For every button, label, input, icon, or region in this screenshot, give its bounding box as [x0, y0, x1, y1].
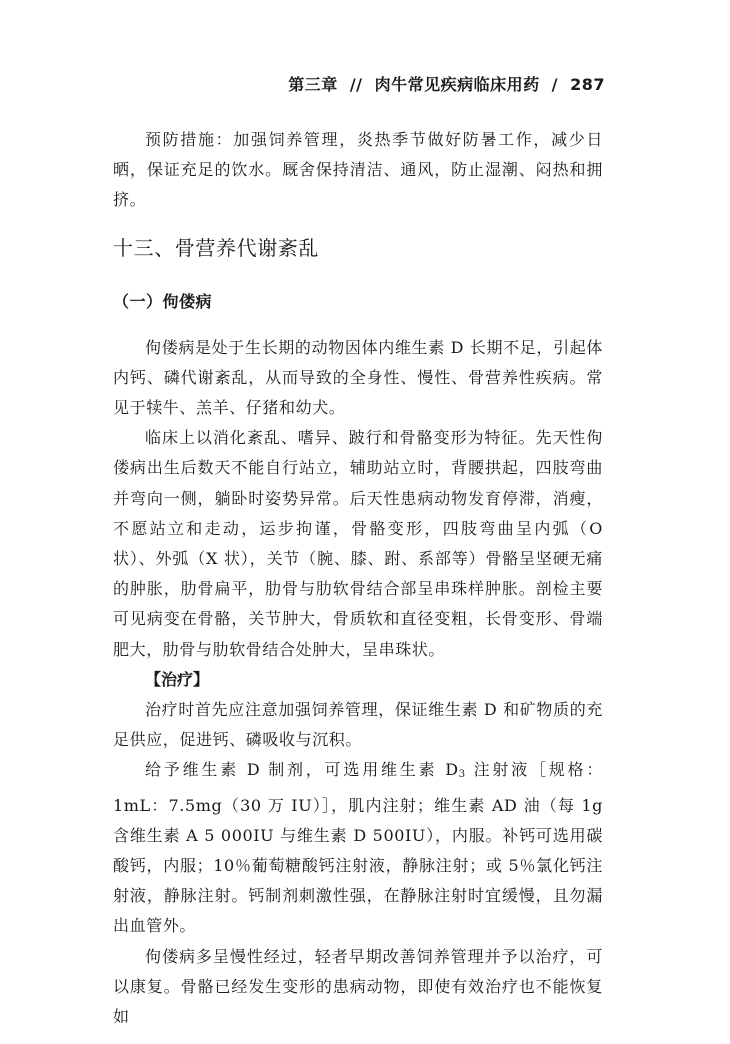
treatment-label: 【治疗】 — [145, 669, 210, 689]
vitamin-d3-subscript: 3 — [458, 769, 466, 781]
header-separator-double-slash: // — [349, 75, 363, 94]
drug-regimen-text-rest: 注射液［规格：1mL：7.5mg（30 万 IU）］，肌内注射；维生素 AD 油（每 1g 含维生素 A 5 000IU 与维生素 D 500IU），内服。补钙可选用碳酸钙，内服；10％葡萄糖酸钙注射液，静脉注射；或 5％氯化钙注射液，静脉注射。钙制剂刺激性强，在静脉注射时宜缓慢，且勿漏出血管外。 — [113, 760, 603, 936]
prognosis-paragraph: 佝偻病多呈慢性经过，轻者早期改善饲养管理并予以治疗，可以康复。骨骼已经发生变形的患病动物，即使有效治疗也不能恢复如 — [113, 946, 603, 1027]
clinical-signs-paragraph: 临床上以消化紊乱、嗜异、跛行和骨骼变形为特征。先天性佝偻病出生后数天不能自行站立，辅助站立时，背腰拱起，四肢弯曲并弯向一侧，躺卧时姿势异常。后天性患病动物发育停滞，消瘦，不愿站立和走动，运步拘谨，骨骼变形，四肢弯曲呈内弧（O 状）、外弧（X 状），关节（腕、膝、跗、系部等）骨骼呈坚硬无痛的肿胀，肋骨扁平，肋骨与肋软骨结合部呈串珠样肿胀。剖检主要可见病变在骨骼，关节肿大，骨质软和直径变粗，长骨变形、骨端肥大，肋骨与肋软骨结合处肿大，呈串珠状。 — [113, 428, 603, 659]
chapter-title: 肉牛常见疾病临床用药 — [374, 75, 540, 94]
treatment-intro-paragraph: 治疗时首先应注意加强饲养管理，保证维生素 D 和矿物质的充足供应，促进钙、磷吸收与沉积。 — [113, 700, 603, 750]
running-header — [288, 72, 605, 95]
page-number: 287 — [570, 75, 605, 94]
section-heading: 十三、骨营养代谢紊乱 — [113, 235, 319, 260]
page-body — [113, 125, 603, 1032]
subsection-heading: （一）佝偻病 — [113, 291, 213, 311]
definition-paragraph: 佝偻病是处于生长期的动物因体内维生素 D 长期不足，引起体内钙、磷代谢紊乱，从而导致的全身性、慢性、骨营养性疾病。常见于犊牛、羔羊、仔猪和幼犬。 — [113, 337, 603, 418]
drug-regimen-text-start: 给予维生素 D 制剂，可选用维生素 D — [145, 760, 459, 780]
drug-regimen-paragraph — [113, 755, 603, 941]
chapter-label: 第三章 — [288, 75, 338, 94]
header-separator-slash: / — [551, 75, 559, 94]
prevention-paragraph: 预防措施：加强饲养管理，炎热季节做好防暑工作，减少日晒，保证充足的饮水。厩舍保持清洁、通风，防止湿潮、闷热和拥挤。 — [113, 130, 603, 210]
